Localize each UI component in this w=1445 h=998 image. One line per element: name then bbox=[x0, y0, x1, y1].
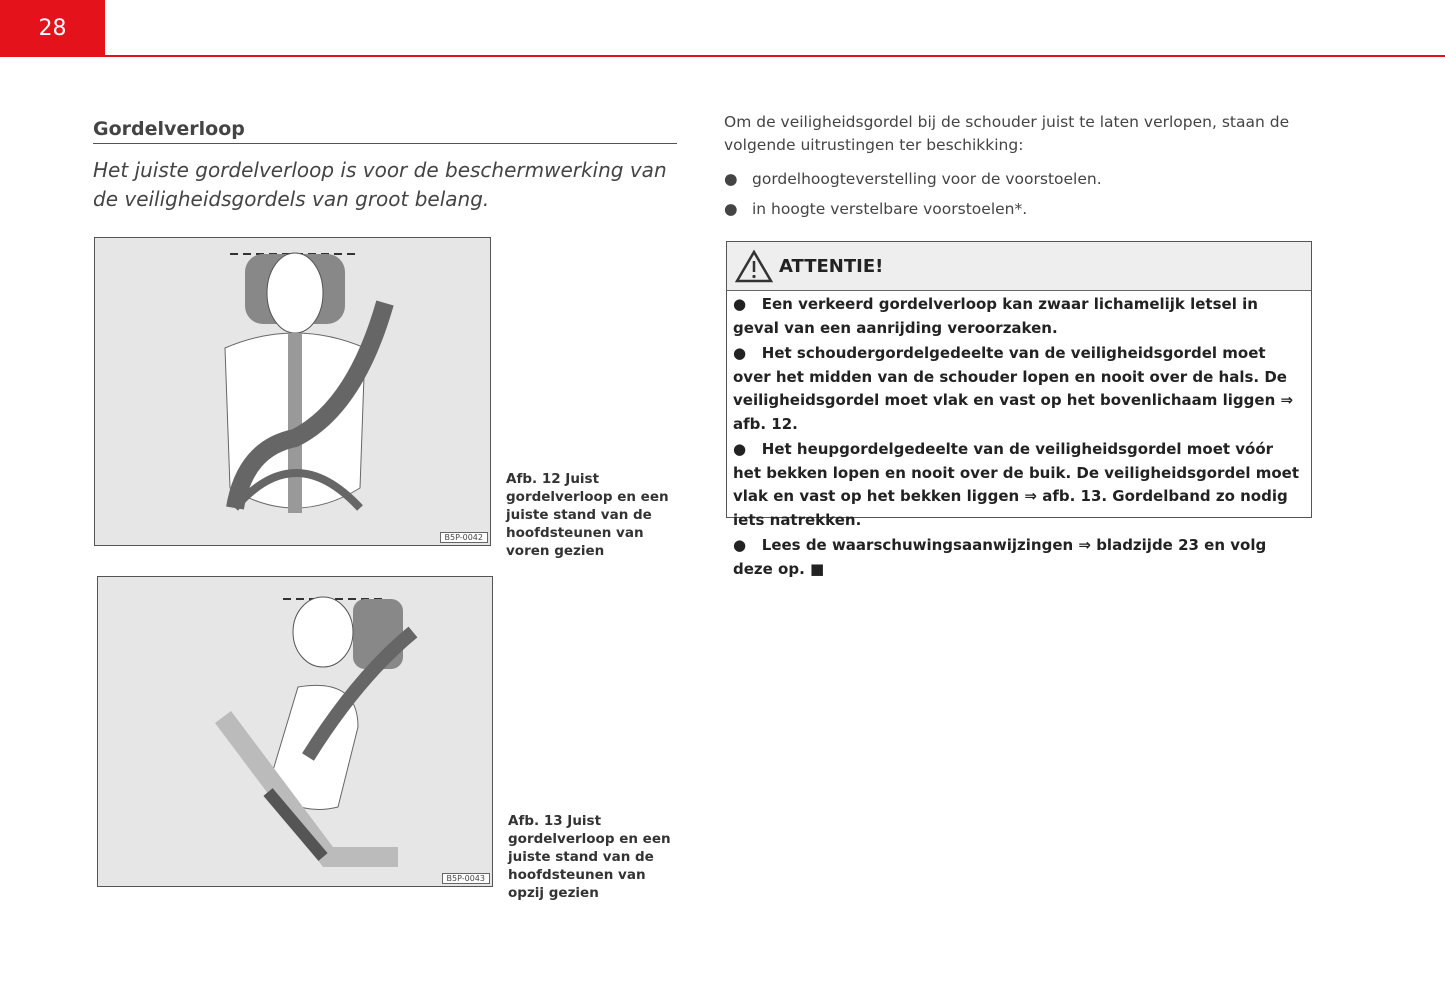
title-rule bbox=[93, 143, 677, 144]
bullet-text: gordelhoogteverstelling voor de voorstoelen. bbox=[752, 170, 1102, 188]
figure-code: B5P-0042 bbox=[440, 532, 488, 543]
bullet-item: ● gordelhoogteverstelling voor de voorstoelen. bbox=[724, 170, 1102, 188]
figure-side-view bbox=[97, 576, 493, 887]
figure-code: B5P-0043 bbox=[442, 873, 490, 884]
warning-box bbox=[726, 241, 1312, 578]
warning-item: ● Het schoudergordelgedeelte van de veiligheidsgordel moet over het midden van de schouder lopen en nooit over de hals. De veiligheidsgordel moet vlak en vast op het bovenlichaam liggen ⇒ afb. 12. bbox=[733, 344, 1294, 433]
warning-item: ● Lees de waarschuwingsaanwijzingen ⇒ bladzijde 23 en volg deze op. ■ bbox=[733, 536, 1267, 578]
skeleton-side-illustration bbox=[98, 577, 492, 886]
figure-caption: Afb. 12 Juist gordelverloop en een juiste stand van de hoofdsteunen van voren gezien bbox=[506, 471, 669, 559]
warning-item: ● Een verkeerd gordelverloop kan zwaar lichamelijk letsel in geval van een aanrijding veroorzaken. bbox=[733, 295, 1258, 337]
warning-item: ● Het heupgordelgedeelte van de veiligheidsgordel moet vóór het bekken lopen en nooit over de buik. De veiligheidsgordel moet vlak en vast op het bekken liggen ⇒ afb. 13. Gordelband zo nodig iets natrekken. bbox=[733, 440, 1300, 529]
page-number: 28 bbox=[0, 0, 105, 57]
warning-header bbox=[727, 242, 1311, 291]
warning-triangle-icon bbox=[735, 249, 773, 283]
intro-paragraph: Om de veiligheidsgordel bij de schouder juist te laten verlopen, staan de volgende uitrustingen ter beschikking: bbox=[724, 113, 1290, 154]
lead-paragraph: Het juiste gordelverloop is voor de beschermwerking van de veiligheidsgordels van groot belang. bbox=[93, 158, 667, 211]
warning-title: ATTENTIE! bbox=[779, 255, 884, 277]
skeleton-front-illustration bbox=[95, 238, 490, 545]
section-title: Gordelverloop bbox=[93, 118, 245, 140]
figure-caption: Afb. 13 Juist gordelverloop en een juiste stand van de hoofdsteunen van opzij gezien bbox=[508, 813, 671, 901]
bullet-item: ● in hoogte verstelbare voorstoelen*. bbox=[724, 200, 1028, 218]
figure-front-view bbox=[94, 237, 491, 546]
header-rule bbox=[105, 55, 1445, 57]
bullet-text: in hoogte verstelbare voorstoelen*. bbox=[752, 200, 1028, 218]
